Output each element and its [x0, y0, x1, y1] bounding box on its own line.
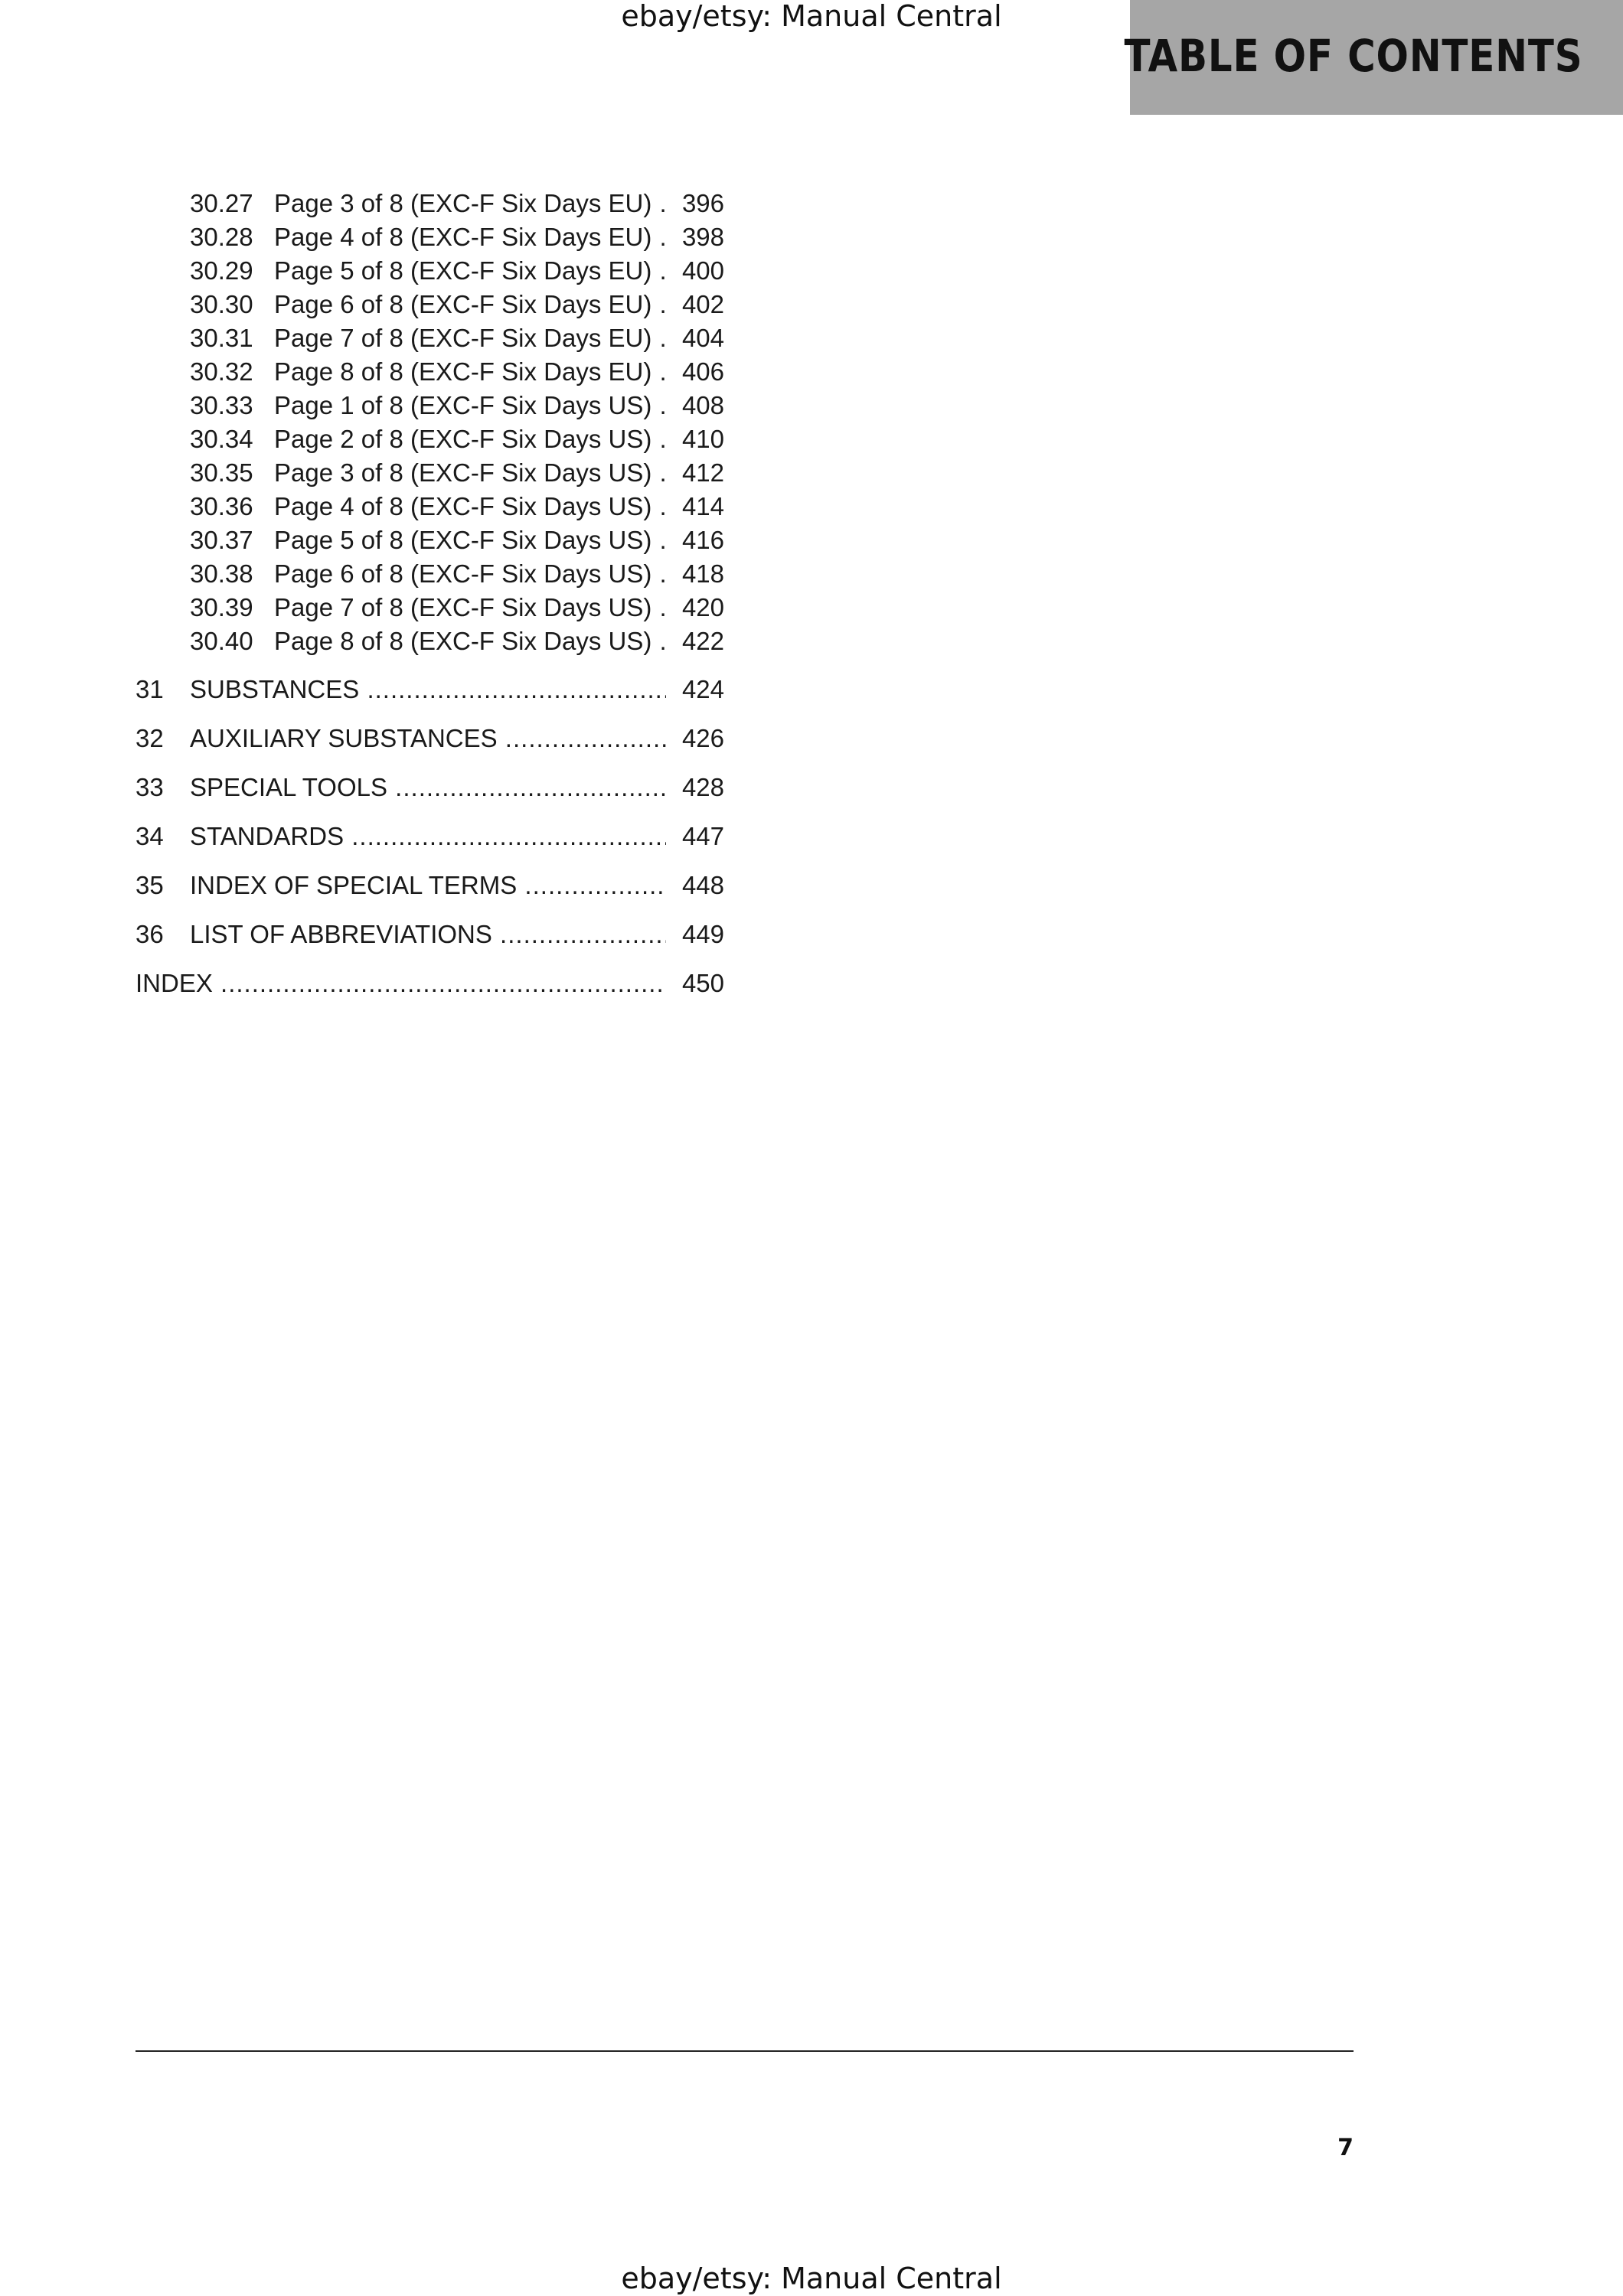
toc-entry-page: 416: [681, 526, 724, 554]
toc-entry-page: 414: [681, 492, 724, 520]
toc-entry-title: Page 3 of 8 (EXC-F Six Days EU) .....: [274, 187, 666, 220]
toc-index-entry[interactable]: [0, 967, 766, 1000]
toc-entry[interactable]: [0, 187, 766, 220]
toc-entry-page: 447: [681, 822, 724, 850]
toc-entry-number: 30.30: [190, 290, 253, 318]
toc-entry[interactable]: [0, 321, 766, 355]
toc-chapter-entry[interactable]: [0, 869, 766, 902]
section-tab-label: TABLE OF CONTENTS: [1124, 30, 1583, 82]
toc-entry-page: 400: [681, 256, 724, 285]
toc-entry-title: SPECIAL TOOLS .....: [190, 771, 666, 804]
toc-entry-number: 30.27: [190, 189, 253, 217]
toc-entry-title: Page 6 of 8 (EXC-F Six Days EU) .....: [274, 288, 666, 321]
toc-entry-number: 36: [136, 920, 164, 948]
toc-entry[interactable]: [0, 557, 766, 591]
toc-entry-title: Page 5 of 8 (EXC-F Six Days EU) .....: [274, 254, 666, 288]
toc-entry[interactable]: [0, 456, 766, 490]
footer-divider: [136, 2050, 1354, 2052]
toc-entry-number: 35: [136, 871, 164, 899]
toc-entry-number: 33: [136, 773, 164, 801]
toc-entry-page: 408: [681, 391, 724, 419]
watermark-bottom: ebay/etsy: Manual Central: [621, 2262, 1002, 2295]
toc-entry[interactable]: [0, 422, 766, 456]
toc-entry-number: 30.34: [190, 425, 253, 453]
toc-entry-page: 450: [681, 969, 724, 997]
toc-entry-title: Page 4 of 8 (EXC-F Six Days EU) .....: [274, 220, 666, 254]
toc-entry-title: Page 8 of 8 (EXC-F Six Days US) .....: [274, 625, 666, 658]
toc-entry-title: INDEX OF SPECIAL TERMS .....: [190, 869, 666, 902]
toc-entry-title: SUBSTANCES .....: [190, 673, 666, 706]
toc-entry-page: 406: [681, 357, 724, 386]
toc-entry-number: 30.28: [190, 223, 253, 251]
toc-entry-title: Page 7 of 8 (EXC-F Six Days US) .....: [274, 591, 666, 625]
toc-entry-title: Page 4 of 8 (EXC-F Six Days US) .....: [274, 490, 666, 523]
toc-entry-number: 32: [136, 724, 164, 752]
toc-entry[interactable]: [0, 389, 766, 422]
toc-entry[interactable]: [0, 254, 766, 288]
toc-entry-number: 30.36: [190, 492, 253, 520]
toc-chapter-entry[interactable]: [0, 820, 766, 853]
toc-entry-page: 418: [681, 559, 724, 588]
toc-entry-number: 30.33: [190, 391, 253, 419]
watermark-top: ebay/etsy: Manual Central: [621, 0, 1002, 33]
toc-entry-page: 426: [681, 724, 724, 752]
toc-entry-number: 30.35: [190, 458, 253, 487]
toc-entry-number: 30.37: [190, 526, 253, 554]
toc-entry-number: 30.39: [190, 593, 253, 621]
toc-entry-title: Page 7 of 8 (EXC-F Six Days EU) .....: [274, 321, 666, 355]
table-of-contents: [0, 0, 1623, 1071]
toc-chapter-entry[interactable]: [0, 722, 766, 755]
toc-entry-number: 30.32: [190, 357, 253, 386]
toc-entry[interactable]: [0, 523, 766, 557]
toc-entry-title: STANDARDS .....: [190, 820, 666, 853]
toc-entry-number: 30.31: [190, 324, 253, 352]
toc-entry-page: 449: [681, 920, 724, 948]
toc-entry[interactable]: [0, 490, 766, 523]
toc-entry-title: Page 3 of 8 (EXC-F Six Days US) .....: [274, 456, 666, 490]
toc-entry-title: Page 8 of 8 (EXC-F Six Days EU) .....: [274, 355, 666, 389]
toc-entry-page: 404: [681, 324, 724, 352]
toc-entry-title: AUXILIARY SUBSTANCES .....: [190, 722, 666, 755]
toc-chapter-entry[interactable]: [0, 918, 766, 951]
toc-entry-title: Page 5 of 8 (EXC-F Six Days US) .....: [274, 523, 666, 557]
toc-entry-page: 424: [681, 675, 724, 703]
toc-entry-page: 410: [681, 425, 724, 453]
toc-entry-number: 30.38: [190, 559, 253, 588]
toc-entry-page: 420: [681, 593, 724, 621]
toc-entry-page: 422: [681, 627, 724, 655]
toc-entry[interactable]: [0, 625, 766, 658]
toc-entry-number: 34: [136, 822, 164, 850]
toc-entry[interactable]: [0, 288, 766, 321]
toc-entry-page: 428: [681, 773, 724, 801]
toc-entry-page: 448: [681, 871, 724, 899]
toc-entry[interactable]: [0, 591, 766, 625]
toc-entry-number: 30.29: [190, 256, 253, 285]
page-number: 7: [1337, 2135, 1354, 2161]
toc-entry-title: INDEX .....: [136, 967, 666, 1000]
toc-entry-number: 31: [136, 675, 164, 703]
toc-entry-page: 398: [681, 223, 724, 251]
toc-entry[interactable]: [0, 355, 766, 389]
toc-entry-page: 396: [681, 189, 724, 217]
toc-entry-title: LIST OF ABBREVIATIONS .....: [190, 918, 666, 951]
toc-entry-title: Page 2 of 8 (EXC-F Six Days US) .....: [274, 422, 666, 456]
toc-entry-number: 30.40: [190, 627, 253, 655]
toc-entry-title: Page 6 of 8 (EXC-F Six Days US) .....: [274, 557, 666, 591]
toc-entry-title: Page 1 of 8 (EXC-F Six Days US) .....: [274, 389, 666, 422]
toc-entry[interactable]: [0, 220, 766, 254]
toc-entry-page: 412: [681, 458, 724, 487]
toc-entry-page: 402: [681, 290, 724, 318]
toc-chapter-entry[interactable]: [0, 771, 766, 804]
toc-chapter-entry[interactable]: [0, 673, 766, 706]
